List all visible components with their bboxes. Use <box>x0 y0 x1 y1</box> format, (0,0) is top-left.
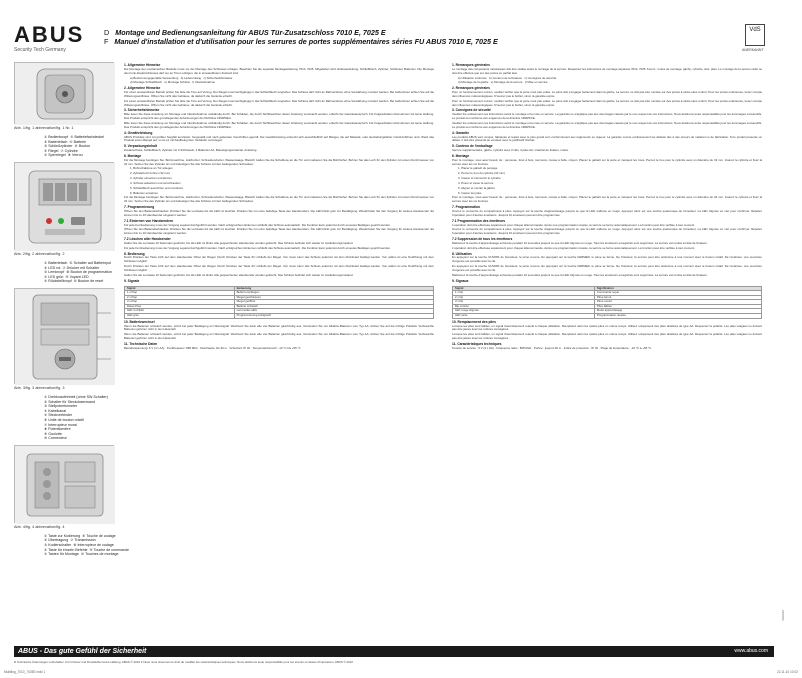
section-heading: 6. Montage <box>452 153 470 158</box>
list-item: a) Utilisation conforme b) Contenu de la livraison c) Consignes de sécurité <box>458 75 557 80</box>
figure-3-caption: Abb. 3/fig. 3 abbrevation/fig. 3 <box>14 385 65 390</box>
lang-flag-de: D <box>104 28 110 37</box>
paragraph: Durch Drücken der Taste AUF auf dem Handsender öffnet der Riegel. Durch Drücken der Taste ZU schließt der Riegel. Von innen kann das Schloss jederzeit mit dem Drehknauf betätigt werden. Von außen ist eine Notöffnung mit dem Schlüssel möglich. <box>124 255 434 264</box>
section-heading: 5. Verpackungsinhalt <box>124 144 157 149</box>
table-row: LED rouge clignote Mode apprentissage <box>453 309 762 314</box>
figure-3 <box>14 288 114 384</box>
paragraph: ABUS Produkte sind mit größter Sorgfalt konzipiert, hergestellt und nach geltenden Vorschriften geprüft. Die Gewährleistung erstreckt sich ausschließlich auf Mängel, die auf Material- oder Herstellungsfehler zurückzuführen sind. Weist das Produkt einen Mangel auf, so ist es mit Kaufbeleg dem Verkäufer vorzulegen. <box>124 134 434 143</box>
figure-3-legend <box>44 395 122 441</box>
table-row: 2 x bip Pêne fermé <box>453 295 762 300</box>
figure-2 <box>14 162 114 250</box>
figure-1-legend <box>44 135 122 158</box>
figure-1-caption: Abb. 1/fig. 1 abbrevation/fig. 1 Nr. 1 <box>14 126 74 130</box>
legend-item: ④ Taste für einzeln Befehle ⑨ Touche de commande <box>44 547 130 552</box>
legend-item: ⑤ Sperrriegel ⑧ Verrou <box>44 153 83 158</box>
table-row: 2 x Piep Riegel geschlossen <box>125 295 434 300</box>
list-item: a) Bestimmungsgemäße Verwendung b) Lieferumfang c) Sicherheitshinweise <box>130 75 233 80</box>
paragraph: Öffnen Sie den Batteriefachdeckel. Drücken Sie die Lerntaste bis die LED rot leuchtet. Drücken Sie nun eine beliebige Taste des Handsenders. Die LED blinkt grün zur Bestätigung. Wiederholen Sie den Vorgang für weitere Handsender. Es können bis zu 10 Handsender eingelernt werden. <box>124 209 434 217</box>
section-heading: 4. Gewährleistung <box>124 130 153 135</box>
list-item: 2. Zylinderloch bohren (32 mm) <box>130 171 171 176</box>
section-heading: 4. Garantie <box>452 130 470 135</box>
list-item: 6. Batterien einsetzen <box>130 190 158 195</box>
figure-2-legend <box>44 261 122 284</box>
table-row: 1 x Piep Befehl empfangen <box>125 291 434 296</box>
paragraph: Für die Montage benötigen Sie: Bohrmaschine, Holzbohrer, Schraubendreher, Wasserwaage, Bleistift. Halten Sie die Schablone an die Tür und markieren Sie die Bohrlöcher. Bohren Sie das Loch für den Zylinder mit einem Durchmesser von 32 mm. Setzen Sie den Zylinder ein und befestigen Sie das Schloss mit den beiliegenden Schrauben. <box>124 195 434 204</box>
section-heading: 6. Montage <box>124 153 142 158</box>
paragraph: Veuillez lire entièrement ces instructions avant le montage et la mise en service. La garantie ne s'applique pas aux dommages causés par le non-respect de ces instructions. Nous déclinons toute responsabilité pour les dommages consécutifs. Le produit est conforme aux exigences de la directive 1999/5/CE. <box>452 120 762 129</box>
legend-item: ⑤ Tasten für Montage ⑩ Touches de montage <box>44 552 119 557</box>
paragraph: Les produits ABUS sont conçus, fabriqués et testés avec le plus grand soin conformément aux règlements en vigueur. La garantie couvre exclusivement les défauts dus à des erreurs de matériel ou de fabrication. Si le produit présente un défaut, il doit être présenté au vendeur avec le justificatif d'achat. <box>452 134 762 143</box>
paragraph: Bitte lesen Sie diese Anleitung vor Montage und Inbetriebnahme vollständig durch. Bei Schäden, die durch Nichtbeachten dieser Anleitung verursacht werden, erlischt der Garantieanspruch. Für Folgeschäden übernehmen wir keine Haftung. Das Produkt entspricht den grundlegenden Anforderungen der Richtlinie 1999/5/EG. <box>124 112 434 121</box>
legend-item: ⑨ Goulotte <box>44 431 62 436</box>
lock-front-illustration <box>15 63 115 125</box>
figure-1 <box>14 62 114 124</box>
legend-item: ① Bedienknopf ④ Batteriefachdeckel <box>44 135 105 139</box>
section-heading: 9. Signale <box>124 278 140 283</box>
signal-table-fr <box>452 286 762 319</box>
list-item: d) Montage de la gâche e) Montage de la serrure f) Mise en service <box>458 80 548 85</box>
table-row: 1 x bip Commande reçue <box>453 291 762 296</box>
vds-certification-badge: VdS <box>745 24 765 46</box>
legend-item: ② Übertragung ⑦ Transmission <box>44 538 96 543</box>
list-item: 4. Schloss aufsetzen und verschrauben <box>130 180 181 185</box>
section-heading: 2. Allgemeine Hinweise <box>124 86 161 91</box>
legend-item: ④ Kabelkanal <box>44 408 67 413</box>
section-heading: 2. Remarques générales <box>452 86 490 91</box>
title-fr-text: Manuel d'installation et d'utilisation pour les serrures de portes supplémentaires séries FU ABUS 7010 E, 7025 E <box>114 37 498 46</box>
title-de-text: Montage und Bedienungsanleitung für ABUS Tür-Zusatzschloss 7010 E, 7025 E <box>115 28 386 37</box>
legend-item: ④ LED grün ⑨ Voyant LED <box>44 274 89 279</box>
section-heading: 3. Consignes de sécurité <box>452 108 491 113</box>
paragraph: Maintenez la touche d'apprentissage enfoncée pendant 10 secondes jusqu'à ce que la LED clignote en rouge. Tous les émetteurs enregistrés sont supprimés. La serrure est remise à l'état de livraison. <box>452 240 708 245</box>
paragraph: Maintenez la touche d'apprentissage enfoncée pendant 10 secondes jusqu'à ce que la LED clignote en rouge. Tous les émetteurs enregistrés sont supprimés. La serrure est remise à l'état de livraison. <box>452 272 708 277</box>
figure-column <box>14 62 130 561</box>
list-item: 3. Insérer et raccourcir le cylindre <box>458 176 501 181</box>
print-file-name: Multiling_7010_7025E.indd 1 <box>4 670 46 674</box>
logo-tagline: Security Tech Germany <box>14 47 66 53</box>
paragraph: Durch Drücken der Taste AUF auf dem Handsender öffnet der Riegel. Durch Drücken der Taste ZU schließt der Riegel. Von innen kann das Schloss jederzeit mit dem Drehknauf betätigt werden. Von außen ist eine Notöffnung mit dem Schlüssel möglich. <box>124 264 434 272</box>
paragraph: Le montage des composants mécaniques doit être réalisé avant le montage de la serrure. Respectez les instructions de montage séparées 7010, 7025. Fourni : notice de montage, gâche, cylindre, clés, piles. Le montage de la serrure radio ne doit être effectué que sur des portes en parfait état. <box>452 66 762 75</box>
paragraph: En appuyant sur la touche OUVRIR de l'émetteur, le pêne s'ouvre. En appuyant sur la touche FERMER, le pêne se ferme. De l'intérieur, la serrure peut être actionnée à tout moment avec le bouton rotatif. De l'extérieur, une ouverture d'urgence est possible avec la clé. <box>452 264 762 272</box>
paragraph: Bitte lesen Sie diese Anleitung vor Montage und Inbetriebnahme vollständig durch. Bei Schäden, die durch Nichtbeachten dieser Anleitung verursacht werden, erlischt der Garantieanspruch. Für Folgeschäden übernehmen wir keine Haftung. Das Produkt entspricht den grundlegenden Anforderungen der Richtlinie 1999/5/EG. <box>124 120 434 129</box>
legend-item: ② LED rot ⑦ Drücker mit Schalter <box>44 265 100 270</box>
table-row: Bip continu Piles faibles <box>453 304 762 309</box>
table-row: LED rot blinkt Lernmodus aktiv <box>125 309 434 314</box>
legend-item: ⑧ Potentiomètre <box>44 427 71 432</box>
edition-note: 10/2010 <box>781 610 785 621</box>
legend-item: ③ Kodierschalter ⑧ Interrupteur de codage <box>44 543 114 548</box>
tech-specs: Tension de service : 6 V (4 x AA) · Fréquence radio : 868 MHz · Portée : jusqu'à 30 m · Indice de protection : IP 40 · Plage de température : -10 °C à +55 °C <box>452 345 652 350</box>
paragraph: L'opération doit être effectuée séparément pour chaque télécommande. Après une programmation réussie, la serrure se ferme automatiquement. La fonction peut être vérifiée à tout moment. <box>452 245 695 250</box>
paragraph: Für die Montage benötigen Sie: Bohrmaschine, Holzbohrer, Schraubendreher, Wasserwaage, Bleistift. Halten Sie die Schablone an die Tür und markieren Sie die Bohrlöcher. Bohren Sie das Loch für den Zylinder mit einem Durchmesser von 32 mm. Setzen Sie den Zylinder ein und befestigen Sie das Schloss mit den beiliegenden Schrauben. <box>124 157 434 166</box>
title-de <box>104 28 664 37</box>
list-item: 6. Insérer les piles <box>458 190 482 195</box>
paragraph: Die Montage der mechanischen Bauteile muss vor der Montage des Schlosses erfolgen. Beachten Sie die separate Montageanleitung 7010, 7025. Mitgeliefert wird: Einbauanleitung, Schließblech, Zylinder, Schlüssel, Batterien. Die Montage des Funk-Zusatzschlosses darf nur an Türen erfolgen, die in einwandfreiem Zustand sind. <box>124 66 434 75</box>
section-heading: 11. Caractéristiques techniques <box>452 341 502 346</box>
section-heading: 8. Utilisation <box>452 251 472 256</box>
legend-item: ⑦ Interrupteur mural <box>44 422 77 427</box>
section-heading: 7. Programmation <box>452 205 481 210</box>
list-item: 5. Schließblech ausrichten und montieren <box>130 185 184 190</box>
legend-item: ① Taste zur Kodierung ⑥ Touche de codage <box>44 533 116 538</box>
paragraph: Wenn die Batterien schwach werden, ertönt bei jeder Betätigung ein Warnsignal. Wechseln Sie dann alle vier Batterien gleichzeitig aus. Verwenden Sie nur Alkaline-Batterien vom Typ AA. Achten Sie auf die richtige Polarität. Verbrauchte Batterien gehören nicht in den Hausmüll. <box>124 323 434 332</box>
table-row: 3 x Piep Riegel geöffnet <box>125 300 434 305</box>
footer-slogan: ABUS - Das gute Gefühl der Sicherheit <box>18 648 147 655</box>
table-header: Signal <box>453 286 595 291</box>
section-heading: 1. Remarques générales <box>452 63 490 67</box>
footer-bar <box>14 646 774 657</box>
title-block <box>104 28 664 46</box>
legend-item: ③ Stellpotentiometer <box>44 404 78 409</box>
paragraph: L'opération doit être effectuée séparément pour chaque télécommande. Après une programmation réussie, la serrure se ferme automatiquement. La fonction peut être vérifiée à tout moment. <box>452 222 695 227</box>
paragraph: Lorsque les piles sont faibles, un signal d'avertissement retentit à chaque utilisation. Remplacez alors les quatre piles en même temps. Utilisez uniquement des piles alcalines de type AA. Respectez la polarité. Les piles usagées ne doivent pas être jetées avec les ordures ménagères. <box>452 332 762 341</box>
legal-footnote: D Technische Änderungen vorbehalten. Für Irrtümer und Druckfehler keine Haftung. ABUS © 2010 F Nous nous réservons le droit de modifier les caractéristiques techniques. Nous déclinons toute responsabilité pour les erreurs ou fautes d'impression. ABUS © 2010 <box>14 660 353 664</box>
lang-flag-fr: F <box>104 37 109 46</box>
list-item: 4. Poser et visser la serrure <box>458 180 494 185</box>
paragraph: Für jede Fernbedienung muss der Vorgang separat durchgeführt werden. Nach erfolgreichem Einlernen schließt das Schloss automatisch. Die Funktion kann jederzeit durch erneutes Betätigen geprüft werden. <box>124 245 391 250</box>
paragraph: Zusatzschloss, Schließblech, Zylinder mit 3 Schlüsseln, 4 Batterien AA, Befestigungsmaterial, Anleitung. <box>124 148 258 153</box>
legend-item: ③ Lernknopf ⑧ Bouton de programmation <box>44 270 112 275</box>
section-heading: 9. Signaux <box>452 278 469 283</box>
vds-subtext: ANERKANNT <box>742 48 764 52</box>
paragraph: Pour un fonctionnement correct, veuillez vérifier que la porte n'est pas voilée. Le pêne doit s'engager facilement dans la gâche. La serrure ne doit pas être montée sur des portes à cadre sans renfort. Pour les portes extérieures, tenez compte des influences météorologiques. N'ouvrez pas le boîtier, sinon la garantie expire. <box>452 98 762 107</box>
paragraph: Für einen einwandfreien Betrieb prüfen Sie bitte die Türe auf Verzug. Der Riegel muss leichtgängig in das Schließblech eingreifen. Das Schloss darf nicht an Rahmentüren ohne Verstärkung montiert werden. Bei Außentüren achten Sie auf die Witterungseinflüsse. Öffnen Sie nicht das Gehäuse, da dadurch die Garantie erlischt. <box>124 90 434 98</box>
section-heading: 7. Programmierung <box>124 205 155 210</box>
paragraph: En appuyant sur la touche OUVRIR de l'émetteur, le pêne s'ouvre. En appuyant sur la touche FERMER, le pêne se ferme. De l'intérieur, la serrure peut être actionnée à tout moment avec le bouton rotatif. De l'extérieur, une ouverture d'urgence est possible avec la clé. <box>452 255 762 264</box>
paragraph: Öffnen Sie den Batteriefachdeckel. Drücken Sie die Lerntaste bis die LED rot leuchtet. Drücken Sie nun eine beliebige Taste des Handsenders. Die LED blinkt grün zur Bestätigung. Wiederholen Sie den Vorgang für weitere Handsender. Es können bis zu 10 Handsender eingelernt werden. <box>124 227 434 236</box>
section-heading: 10. Remplacement des piles <box>452 319 496 324</box>
paragraph: Halten Sie die Lerntaste 10 Sekunden gedrückt, bis die LED rot blinkt. Alle gespeicherten Handsender werden gelöscht. Das Schloss befindet sich wieder im Auslieferungszustand. <box>124 272 354 277</box>
paragraph: Für jede Fernbedienung muss der Vorgang separat durchgeführt werden. Nach erfolgreichem Einlernen schließt das Schloss automatisch. Die Funktion kann jederzeit durch erneutes Betätigen geprüft werden. <box>124 222 391 227</box>
section-heading: 5. Contenu de l'emballage <box>452 144 493 149</box>
paragraph: Ouvrez le couvercle du compartiment à piles. Appuyez sur la touche d'apprentissage jusqu'à ce que la LED s'allume en rouge. Appuyez alors sur une touche quelconque de l'émetteur. La LED clignote en vert pour confirmer. Répétez l'opération pour d'autres émetteurs. Jusqu'à 10 émetteurs peuvent être programmés. <box>452 227 762 236</box>
legend-item: ⑥ Unité de bouton rotatif <box>44 417 84 422</box>
legend-item: ⑤ Rückstellknopf ⑩ Bouton de reset <box>44 279 104 284</box>
lock-open-illustration <box>15 163 115 251</box>
legend-item: ① Drehknaufeinheit (ohne SW-Schalter) <box>44 394 108 399</box>
legend-item: ① Batteriefach ⑥ Schalter auf Batteriepol <box>44 260 111 265</box>
list-item: 2. Percer le trou du cylindre (32 mm) <box>458 171 505 176</box>
section-heading: 8. Bedienung <box>124 251 145 256</box>
paragraph: Wenn die Batterien schwach werden, ertönt bei jeder Betätigung ein Warnsignal. Wechseln Sie dann alle vier Batterien gleichzeitig aus. Verwenden Sie nur Alkaline-Batterien vom Typ AA. Achten Sie auf die richtige Polarität. Verbrauchte Batterien gehören nicht in den Hausmüll. <box>124 332 434 341</box>
figure-4 <box>14 445 114 523</box>
french-text-column <box>452 62 762 642</box>
paragraph: Pour le montage, vous avez besoin de : perceuse, foret à bois, tournevis, niveau à bulle, crayon. Placez le gabarit sur la porte et marquez les trous. Percez le trou pour le cylindre avec un diamètre de 32 mm. Insérez le cylindre et fixez la serrure avec les vis fournies. <box>452 195 762 204</box>
remote-control-illustration <box>15 446 115 524</box>
print-timestamp: 22.11.10 10:02 <box>776 670 798 674</box>
legend-item: ⑤ Steckverbinder <box>44 413 73 418</box>
list-item: 1. Placer le gabarit de perçage <box>458 166 498 171</box>
legend-item: ② Batteriefach ⑤ Batterie <box>44 139 87 144</box>
figure-2-caption: Abb. 2/fig. 2 abbrevation/fig. 2 <box>14 251 65 256</box>
subsection-heading: 7.2 Suppression de tous les émetteurs <box>452 237 513 242</box>
section-heading: 3. Sicherheitshinweise <box>124 108 160 113</box>
paragraph: Lorsque les piles sont faibles, un signal d'avertissement retentit à chaque utilisation. Remplacez alors les quatre piles en même temps. Utilisez uniquement des piles alcalines de type AA. Respectez la polarité. Les piles usagées ne doivent pas être jetées avec les ordures ménagères. <box>452 323 762 332</box>
table-header: Signification <box>594 286 761 291</box>
paragraph: Veuillez lire entièrement ces instructions avant le montage et la mise en service. La garantie ne s'applique pas aux dommages causés par le non-respect de ces instructions. Nous déclinons toute responsabilité pour les dommages consécutifs. Le produit est conforme aux exigences de la directive 1999/5/CE. <box>452 112 762 121</box>
table-header: Bedeutung <box>234 286 433 291</box>
legend-item: ⑩ Connecteur <box>44 436 67 441</box>
subsection-heading: 7.1 Programmation des émetteurs <box>452 218 506 223</box>
paragraph: Ouvrez le couvercle du compartiment à piles. Appuyez sur la touche d'apprentissage jusqu'à ce que la LED s'allume en rouge. Appuyez alors sur une touche quelconque de l'émetteur. La LED clignote en vert pour confirmer. Répétez l'opération pour d'autres émetteurs. Jusqu'à 10 émetteurs peuvent être programmés. <box>452 209 762 217</box>
brand-logo <box>14 22 85 53</box>
title-fr <box>104 37 664 46</box>
table-row: 3 x bip Pêne ouvert <box>453 300 762 305</box>
paragraph: Für einen einwandfreien Betrieb prüfen Sie bitte die Türe auf Verzug. Der Riegel muss leichtgängig in das Schließblech eingreifen. Das Schloss darf nicht an Rahmentüren ohne Verstärkung montiert werden. Bei Außentüren achten Sie auf die Witterungseinflüsse. Öffnen Sie nicht das Gehäuse, da dadurch die Garantie erlischt. <box>124 98 434 107</box>
lock-interior-illustration <box>15 289 115 385</box>
figure-4-caption: Abb. 4/fig. 4 abbrevation/fig. 4 <box>14 524 65 529</box>
list-item: 5. Aligner et monter la gâche <box>458 185 495 190</box>
paragraph: Halten Sie die Lerntaste 10 Sekunden gedrückt, bis die LED rot blinkt. Alle gespeicherten Handsender werden gelöscht. Das Schloss befindet sich wieder im Auslieferungszustand. <box>124 240 354 245</box>
figure-4-legend <box>44 533 130 557</box>
list-item: 1. Bohrschablone an Tür anlegen <box>130 166 173 171</box>
legend-item: ② Schalter für Steckdosenwand <box>44 399 95 404</box>
subsection-heading: 7.2 Löschen aller Handsender <box>124 237 171 242</box>
list-item: d) Montage Schließblech e) Montage Schloss f) Inbetriebnahme <box>130 80 216 85</box>
section-heading: 11. Technische Daten <box>124 341 158 346</box>
signal-table-de <box>124 286 434 319</box>
paragraph: Pour le montage, vous avez besoin de : perceuse, foret à bois, tournevis, niveau à bulle, crayon. Placez le gabarit sur la porte et marquez les trous. Percez le trou pour le cylindre avec un diamètre de 32 mm. Insérez le cylindre et fixez la serrure avec les vis fournies. <box>452 157 762 166</box>
legend-item: ③ Schließzylinder ⑥ Bouton <box>44 144 91 149</box>
table-header: Signal <box>125 286 235 291</box>
table-row: LED verte Programmation réussie <box>453 314 762 319</box>
table-row: Dauer-Piep Batterie schwach <box>125 304 434 309</box>
legend-item: ④ Riegel ⑦ Cylindre <box>44 148 78 153</box>
paragraph: Pour un fonctionnement correct, veuillez vérifier que la porte n'est pas voilée. Le pêne doit s'engager facilement dans la gâche. La serrure ne doit pas être montée sur des portes à cadre sans renfort. Pour les portes extérieures, tenez compte des influences météorologiques. N'ouvrez pas le boîtier, sinon la garantie expire. <box>452 90 762 98</box>
tech-specs: Betriebsspannung: 6 V (4 x AA) · Funkfrequenz: 868 MHz · Reichweite: bis 30 m · Schutzart: IP 40 · Temperaturbereich: -10 °C bis +55 °C <box>124 345 301 350</box>
section-heading: 10. Batteriewechsel <box>124 319 155 324</box>
subsection-heading: 7.1 Einlernen von Handsendern <box>124 218 174 223</box>
section-heading: 1. Allgemeine Hinweise <box>124 63 161 67</box>
table-row: LED grün Programmierung erfolgreich <box>125 314 434 319</box>
logo-text: ABUS <box>14 22 85 47</box>
footer-url[interactable]: www.abus.com <box>734 648 768 654</box>
paragraph: Serrure supplémentaire, gâche, cylindre avec 3 clés, 4 piles AA, matériel de fixation, notice. <box>452 148 569 153</box>
list-item: 3. Zylinder einsetzen und kürzen <box>130 176 172 181</box>
german-text-column <box>124 62 434 642</box>
